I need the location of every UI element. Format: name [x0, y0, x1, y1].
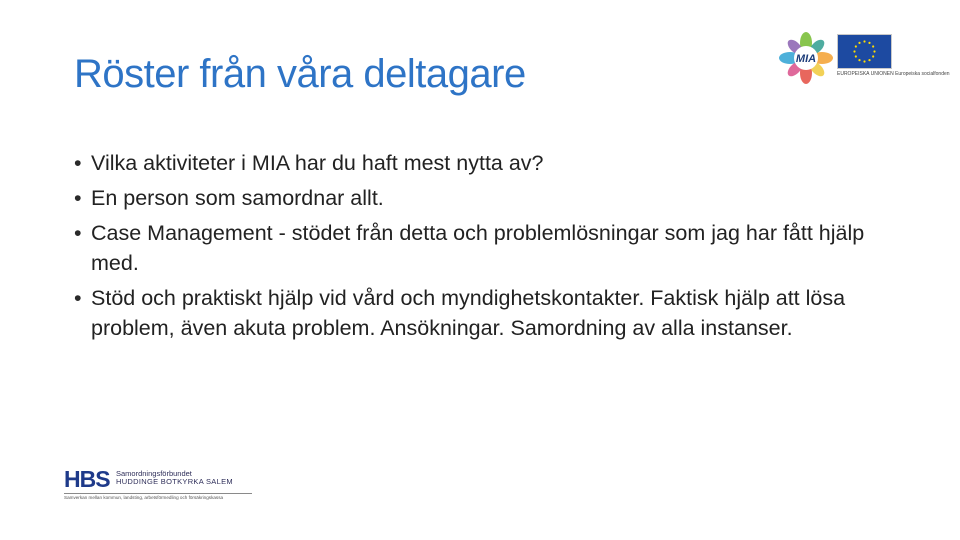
slide-title: Röster från våra deltagare: [74, 52, 526, 96]
bullet-text: Vilka aktiviteter i MIA har du haft mest nytta av?: [91, 151, 544, 175]
eu-star: [858, 59, 860, 61]
eu-star: [868, 59, 870, 61]
bullet-text: Case Management - stödet från detta och problemlösningar som jag har fått hjälp med.: [91, 221, 865, 275]
eu-star: [863, 60, 865, 62]
bullet-list: [74, 148, 894, 348]
bullet-item: [74, 148, 894, 178]
eu-flag-icon: [837, 34, 892, 69]
bullet-dot: •: [74, 221, 82, 245]
eu-caption: EUROPEISKA UNIONEN Europeiska socialfonden: [837, 71, 950, 77]
mia-flower-logo-icon: [778, 32, 834, 84]
eu-star: [863, 40, 865, 42]
hbs-name-line1: Samordningsförbundet: [116, 469, 192, 478]
eu-star: [873, 50, 875, 52]
hbs-logo: [64, 467, 254, 503]
eu-star: [868, 42, 870, 44]
bullet-item: [74, 218, 894, 278]
hbs-tagline: Samverkan mellan kommun, landsting, arbetsförmedling och försäkringskassa: [64, 495, 224, 500]
hbs-logo-letters: HBS: [64, 466, 110, 492]
eu-star: [855, 55, 857, 57]
bullet-dot: •: [74, 151, 82, 175]
bullet-text: En person som samordnar allt.: [91, 186, 384, 210]
bullet-item: [74, 283, 894, 343]
bullet-dot: •: [74, 186, 82, 210]
bullet-item: [74, 183, 894, 213]
mia-logo-text: MIA: [795, 53, 817, 65]
eu-star: [872, 55, 874, 57]
mia-logo: [778, 32, 834, 84]
eu-logo: [837, 34, 950, 82]
eu-star: [872, 45, 874, 47]
hbs-name-line2: HUDDINGE BOTKYRKA SALEM: [116, 477, 233, 486]
bullet-text: Stöd och praktiskt hjälp vid vård och myndighetskontakter. Faktisk hjälp att lösa problem, även akuta problem. Ansökningar. Samordning av alla instanser.: [91, 286, 846, 340]
bullet-dot: •: [74, 286, 82, 310]
eu-star: [858, 42, 860, 44]
hbs-divider: [64, 493, 252, 494]
eu-star: [853, 50, 855, 52]
eu-star: [855, 45, 857, 47]
